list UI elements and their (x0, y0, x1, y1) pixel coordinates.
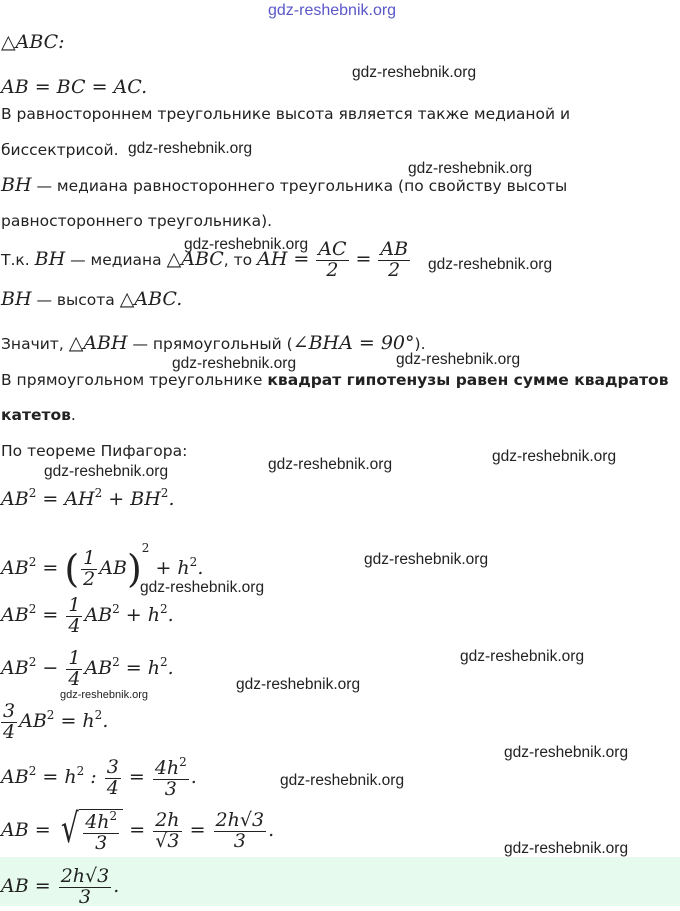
watermark: gdz-reshebnik.org (44, 463, 169, 480)
text-therefore: Значит, (1, 335, 69, 353)
text-height-median: В равностороннем треугольнике высота является также медианой и (1, 105, 571, 123)
equals: = (36, 604, 59, 626)
equals-h: = h (119, 657, 161, 679)
watermark: gdz-reshebnik.org (504, 840, 629, 857)
ab: AB (1, 604, 29, 626)
period: . (197, 557, 204, 579)
watermark-header[interactable]: gdz-reshebnik.org (268, 2, 397, 19)
ab: AB (1, 557, 29, 579)
watermark: gdz-reshebnik.org (268, 456, 393, 473)
watermark-small: gdz-reshebnik.org (60, 689, 149, 701)
ab-term: AB (19, 710, 47, 732)
minus: − (36, 657, 59, 679)
ab-equals: AB = (1, 875, 51, 897)
exponent: 2 (94, 486, 103, 500)
formula-1 (1, 482, 174, 510)
frac-num: 2h (155, 808, 180, 831)
equal-sides-statement: AB = BC = AC. (1, 76, 148, 98)
frac-num: 1 (68, 593, 81, 616)
ab-equals: AB = (1, 819, 51, 841)
fraction-three-quarters (1, 699, 17, 743)
frac-num: 2h√3 (215, 808, 265, 831)
frac-num: 3 (3, 699, 16, 722)
pythagoras-statement-end (1, 404, 76, 426)
frac-den: 2 (83, 567, 96, 590)
equals: = (36, 557, 59, 579)
exponent: 2 (141, 541, 150, 555)
watermark: gdz-reshebnik.org (408, 160, 533, 177)
fraction-ab-2 (378, 240, 410, 281)
exponent: 2 (160, 655, 168, 669)
exponent: 2 (28, 555, 37, 569)
exponent: 2 (112, 655, 120, 669)
ab-inner: AB (99, 557, 127, 579)
frac-num (83, 810, 119, 834)
ab: AB (1, 657, 29, 679)
formula-7 (1, 801, 274, 859)
triangle-abc-ref-2: △ABC. (119, 288, 183, 310)
fraction-ac-2 (316, 240, 348, 281)
period: . (268, 819, 275, 841)
triangle-abc-ref: △ABC (166, 248, 224, 270)
text-right-triangle: — прямоугольный ( (127, 335, 293, 353)
exponent: 2 (94, 708, 103, 722)
plus-h: + h (119, 604, 161, 626)
height-line (1, 288, 182, 311)
equals: = (128, 766, 145, 788)
watermark: gdz-reshebnik.org (280, 772, 405, 789)
equals: = (129, 819, 146, 841)
divide: : (84, 766, 97, 788)
watermark: gdz-reshebnik.org (460, 648, 585, 665)
exponent: 2 (28, 602, 37, 616)
frac-den: 4 (68, 667, 81, 690)
frac-den: 3 (95, 831, 108, 854)
equals-h: = h (54, 710, 95, 732)
ab: AB (1, 488, 29, 510)
fraction-answer (59, 864, 112, 908)
num-4h: 4h (154, 757, 180, 780)
var-bh-2: BH (34, 248, 66, 270)
ab-term: AB (84, 657, 113, 679)
num-4h: 4h (85, 810, 110, 833)
exponent: 2 (28, 486, 37, 500)
median-property-text: — медиана равностороннего треугольника (по свойству высоты (31, 177, 568, 195)
triangle-abc-label: △ABC: (1, 31, 65, 53)
text-close-paren: ). (414, 335, 426, 353)
var-bh-3: BH (1, 288, 32, 310)
period: . (102, 710, 109, 732)
period: . (167, 604, 174, 626)
fraction-three-quarters (105, 755, 121, 799)
watermark: gdz-reshebnik.org (364, 551, 489, 568)
frac-den: 2 (326, 259, 339, 281)
sqrt-body (79, 809, 123, 854)
formula-4 (1, 637, 174, 693)
watermark: gdz-reshebnik.org (352, 64, 477, 81)
right-paren: ) (126, 547, 142, 591)
exponent: 2 (189, 555, 198, 569)
watermark: gdz-reshebnik.org (492, 448, 617, 465)
fraction-one-quarter (66, 593, 82, 637)
sqrt-expression (57, 805, 123, 854)
watermark: gdz-reshebnik.org (184, 236, 309, 253)
plus-bh: + BH (102, 488, 161, 510)
exponent: 2 (28, 764, 37, 778)
fraction-2h-sqrt3 (153, 808, 181, 852)
fraction-2h-sqrt3-over-3 (214, 808, 267, 852)
watermark: gdz-reshebnik.org (396, 351, 521, 368)
period: . (70, 406, 76, 424)
watermark: gdz-reshebnik.org (428, 256, 553, 273)
pythagoras-statement (1, 369, 669, 391)
watermark: gdz-reshebnik.org (140, 579, 265, 596)
ah-equals: AH = (257, 248, 310, 270)
frac-num: 2h√3 (60, 864, 110, 887)
watermark: gdz-reshebnik.org (236, 676, 361, 693)
var-bh: BH (1, 174, 32, 196)
period: . (113, 875, 120, 897)
ab: AB (1, 766, 29, 788)
sqrt-sign: √ (60, 805, 79, 852)
watermark: gdz-reshebnik.org (128, 140, 253, 157)
exponent: 2 (160, 602, 168, 616)
frac-den: 4 (3, 720, 16, 743)
fraction-4h2-3 (83, 810, 119, 854)
equals-h: = h (36, 766, 77, 788)
frac-num: 1 (68, 646, 81, 669)
triangle-abh: △ABH (68, 332, 128, 354)
text-bisector: биссектрисой. (1, 141, 119, 159)
text-equilateral: равностороннего треугольника). (1, 212, 273, 230)
exponent: 2 (112, 602, 120, 616)
text-pythagoras-theorem: По теореме Пифагора: (1, 442, 188, 460)
angle-bha: ∠BHA = 90° (292, 332, 415, 354)
prefix-tk: Т.к. (1, 251, 35, 269)
exponent: 2 (179, 755, 187, 770)
period: . (190, 766, 197, 788)
exponent: 2 (76, 764, 85, 778)
fraction-4h2-3 (153, 756, 189, 800)
frac-den: 3 (164, 778, 177, 800)
frac-num: 3 (106, 755, 119, 778)
frac-num: AB (380, 238, 409, 261)
right-triangle-line (1, 332, 426, 355)
text-then: , то (223, 251, 258, 269)
exponent: 2 (160, 486, 169, 500)
fraction-one-quarter (66, 646, 82, 690)
frac-den: 2 (388, 259, 401, 281)
equals: = (189, 819, 206, 841)
frac-den: 4 (68, 614, 81, 637)
frac-num (153, 756, 189, 780)
watermark: gdz-reshebnik.org (504, 744, 629, 761)
formula-answer (1, 861, 119, 911)
text-median: — медиана (65, 251, 167, 269)
period: . (167, 657, 174, 679)
plus-h: + h (149, 557, 190, 579)
eq-ah: = AH (36, 488, 95, 510)
frac-den: 4 (106, 776, 119, 799)
left-paren: ( (64, 547, 80, 591)
frac-num: 1 (83, 546, 96, 569)
period: . (168, 488, 175, 510)
watermark: gdz-reshebnik.org (172, 355, 297, 372)
frac-num: AC (318, 238, 347, 261)
exponent: 2 (46, 708, 55, 722)
bold-legs: катетов (1, 406, 71, 424)
exponent: 2 (28, 655, 37, 669)
exponent: 2 (109, 808, 118, 823)
formula-6 (1, 745, 197, 803)
bold-hypotenuse: квадрат гипотенузы равен сумме квадратов (267, 371, 669, 389)
text-in-right-triangle: В прямоугольном треугольнике (1, 371, 268, 389)
ab-term: AB (84, 604, 113, 626)
frac-den: 3 (233, 829, 246, 852)
text-height: — высота (31, 291, 120, 309)
frac-den: √3 (155, 829, 180, 852)
frac-den: 3 (78, 885, 92, 908)
equals-sign: = (355, 248, 372, 270)
